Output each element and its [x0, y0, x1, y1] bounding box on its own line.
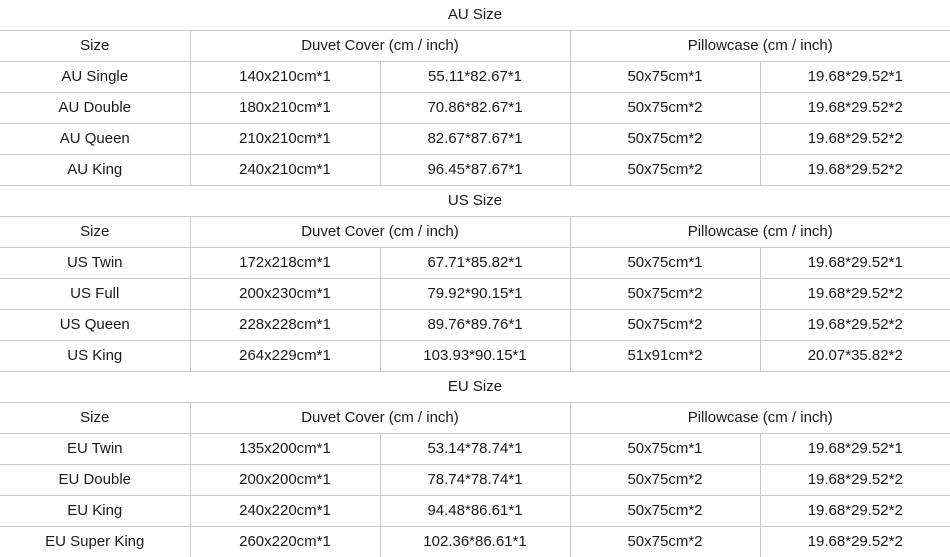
cell-pillowcase-cm: 51x91cm*2	[570, 341, 760, 372]
cell-duvet-inch: 78.74*78.74*1	[380, 465, 570, 496]
cell-size: AU King	[0, 155, 190, 186]
cell-duvet-cm: 210x210cm*1	[190, 124, 380, 155]
cell-size: US King	[0, 341, 190, 372]
cell-pillowcase-inch: 19.68*29.52*2	[760, 155, 950, 186]
table-row	[0, 248, 950, 279]
table-row	[0, 62, 950, 93]
cell-pillowcase-cm: 50x75cm*2	[570, 310, 760, 341]
cell-pillowcase-inch: 19.68*29.52*1	[760, 62, 950, 93]
header-pillowcase-eu: Pillowcase (cm / inch)	[570, 403, 950, 434]
table-row	[0, 434, 950, 465]
cell-pillowcase-inch: 19.68*29.52*2	[760, 465, 950, 496]
cell-duvet-cm: 135x200cm*1	[190, 434, 380, 465]
cell-pillowcase-cm: 50x75cm*2	[570, 527, 760, 557]
header-row-eu	[0, 403, 950, 434]
cell-pillowcase-cm: 50x75cm*1	[570, 248, 760, 279]
cell-pillowcase-cm: 50x75cm*2	[570, 279, 760, 310]
section-title-us: US Size	[0, 186, 950, 217]
cell-duvet-inch: 102.36*86.61*1	[380, 527, 570, 557]
cell-duvet-cm: 240x210cm*1	[190, 155, 380, 186]
section-title-row-us	[0, 186, 950, 217]
section-title-row-eu	[0, 372, 950, 403]
header-size-au: Size	[0, 31, 190, 62]
cell-duvet-inch: 55.11*82.67*1	[380, 62, 570, 93]
cell-duvet-cm: 264x229cm*1	[190, 341, 380, 372]
table-row	[0, 279, 950, 310]
cell-duvet-cm: 228x228cm*1	[190, 310, 380, 341]
cell-duvet-inch: 103.93*90.15*1	[380, 341, 570, 372]
table-row	[0, 496, 950, 527]
cell-pillowcase-cm: 50x75cm*2	[570, 155, 760, 186]
cell-pillowcase-cm: 50x75cm*2	[570, 465, 760, 496]
cell-duvet-inch: 67.71*85.82*1	[380, 248, 570, 279]
cell-size: AU Single	[0, 62, 190, 93]
cell-duvet-cm: 180x210cm*1	[190, 93, 380, 124]
header-pillowcase-us: Pillowcase (cm / inch)	[570, 217, 950, 248]
cell-pillowcase-inch: 19.68*29.52*2	[760, 527, 950, 557]
cell-pillowcase-cm: 50x75cm*1	[570, 62, 760, 93]
table-row	[0, 124, 950, 155]
cell-duvet-cm: 200x200cm*1	[190, 465, 380, 496]
table-row	[0, 310, 950, 341]
cell-duvet-inch: 53.14*78.74*1	[380, 434, 570, 465]
section-title-row-au	[0, 0, 950, 31]
table-row	[0, 465, 950, 496]
header-pillowcase-au: Pillowcase (cm / inch)	[570, 31, 950, 62]
header-row-au	[0, 31, 950, 62]
section-title-eu: EU Size	[0, 372, 950, 403]
table-row	[0, 93, 950, 124]
cell-size: US Twin	[0, 248, 190, 279]
header-duvet-us: Duvet Cover (cm / inch)	[190, 217, 570, 248]
cell-size: US Full	[0, 279, 190, 310]
cell-duvet-inch: 89.76*89.76*1	[380, 310, 570, 341]
cell-pillowcase-inch: 19.68*29.52*2	[760, 124, 950, 155]
cell-pillowcase-inch: 20.07*35.82*2	[760, 341, 950, 372]
cell-duvet-cm: 140x210cm*1	[190, 62, 380, 93]
cell-size: EU Double	[0, 465, 190, 496]
cell-pillowcase-cm: 50x75cm*1	[570, 434, 760, 465]
cell-size: EU King	[0, 496, 190, 527]
section-title-au: AU Size	[0, 0, 950, 31]
header-size-us: Size	[0, 217, 190, 248]
header-duvet-au: Duvet Cover (cm / inch)	[190, 31, 570, 62]
cell-duvet-cm: 172x218cm*1	[190, 248, 380, 279]
cell-duvet-inch: 96.45*87.67*1	[380, 155, 570, 186]
cell-duvet-inch: 82.67*87.67*1	[380, 124, 570, 155]
cell-duvet-inch: 94.48*86.61*1	[380, 496, 570, 527]
cell-duvet-cm: 240x220cm*1	[190, 496, 380, 527]
cell-pillowcase-inch: 19.68*29.52*2	[760, 496, 950, 527]
cell-duvet-inch: 70.86*82.67*1	[380, 93, 570, 124]
cell-size: AU Double	[0, 93, 190, 124]
cell-size: US Queen	[0, 310, 190, 341]
cell-pillowcase-inch: 19.68*29.52*2	[760, 93, 950, 124]
header-row-us	[0, 217, 950, 248]
cell-pillowcase-inch: 19.68*29.52*2	[760, 279, 950, 310]
cell-size: EU Super King	[0, 527, 190, 557]
cell-pillowcase-cm: 50x75cm*2	[570, 93, 760, 124]
cell-pillowcase-cm: 50x75cm*2	[570, 496, 760, 527]
table-row	[0, 527, 950, 557]
cell-pillowcase-inch: 19.68*29.52*1	[760, 248, 950, 279]
cell-duvet-cm: 260x220cm*1	[190, 527, 380, 557]
cell-pillowcase-inch: 19.68*29.52*2	[760, 310, 950, 341]
cell-duvet-inch: 79.92*90.15*1	[380, 279, 570, 310]
cell-duvet-cm: 200x230cm*1	[190, 279, 380, 310]
cell-pillowcase-inch: 19.68*29.52*1	[760, 434, 950, 465]
table-row	[0, 155, 950, 186]
header-duvet-eu: Duvet Cover (cm / inch)	[190, 403, 570, 434]
cell-pillowcase-cm: 50x75cm*2	[570, 124, 760, 155]
cell-size: AU Queen	[0, 124, 190, 155]
table-row	[0, 341, 950, 372]
header-size-eu: Size	[0, 403, 190, 434]
cell-size: EU Twin	[0, 434, 190, 465]
